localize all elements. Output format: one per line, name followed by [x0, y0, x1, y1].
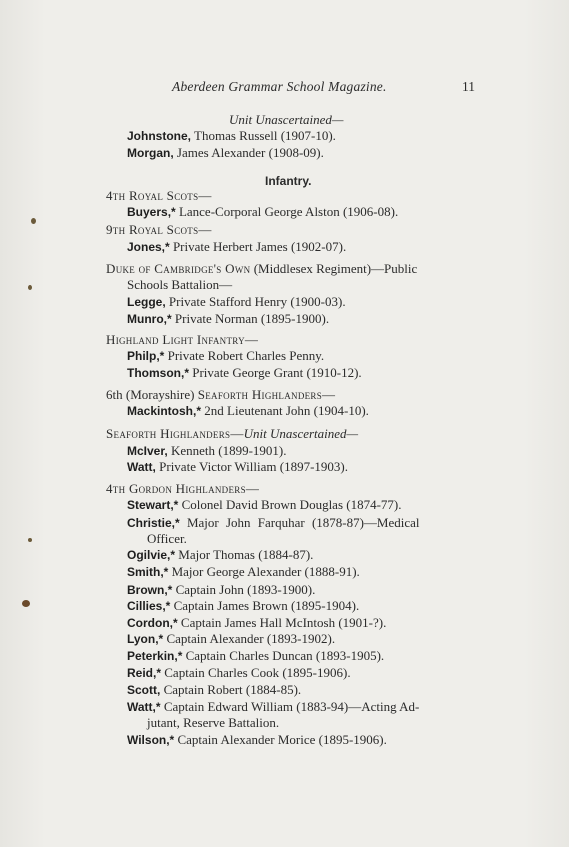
entry-name: Philp,* [127, 349, 165, 363]
entry-detail: Captain John (1893-1900). [172, 582, 316, 597]
regiment-heading: 6th (Morayshire) Seaforth Highlanders— [106, 387, 336, 402]
regiment-heading: Seaforth Highlanders—Unit Unascertained— [106, 426, 359, 441]
list-item [127, 402, 369, 419]
margin-speck [28, 285, 32, 290]
entry-detail: Major Thomas (1884-87). [175, 547, 314, 562]
entry-name: Munro,* [127, 312, 172, 326]
entry-name: Brown,* [127, 583, 173, 597]
entry-detail: Major George Alexander (1888-91). [168, 564, 360, 579]
entry-detail: Captain Charles Duncan (1893-1905). [182, 648, 385, 663]
entry-name: Johnstone, [127, 129, 192, 143]
entry-detail: Captain James Hall McIntosh (1901-?). [177, 615, 387, 630]
regiment-heading: Highland Light Infantry— [106, 332, 259, 347]
entry-name: Watt, [127, 460, 156, 474]
entry-name: Buyers,* [127, 205, 176, 219]
list-item [127, 310, 329, 327]
entry-name: Reid,* [127, 666, 162, 680]
entry-detail: Private Herbert James (1902-07). [169, 239, 347, 254]
entry-name: Cillies,* [127, 599, 171, 613]
entry-detail: Private George Grant (1910-12). [189, 365, 362, 380]
entry-name: Watt,* [127, 700, 161, 714]
entry-detail: 2nd Lieutenant John (1904-10). [201, 403, 369, 418]
regiment-heading: Duke of Cambridge's Own (Middlesex Regiment)—Public [106, 261, 418, 276]
entry-name: Lyon,* [127, 632, 164, 646]
entry-name: Smith,* [127, 565, 169, 579]
list-item [127, 630, 335, 647]
list-item [127, 563, 360, 580]
entry-name: Mackintosh,* [127, 404, 202, 418]
entry-name: Stewart,* [127, 498, 179, 512]
regiment-heading: 4th Gordon Highlanders— [106, 481, 260, 496]
page-number: 11 [462, 79, 475, 94]
entry-name: Jones,* [127, 240, 170, 254]
entry-name: Wilson,* [127, 733, 175, 747]
list-item [127, 514, 420, 531]
list-item [127, 347, 324, 364]
list-item [127, 731, 387, 748]
entry-detail: Captain James Brown (1895-1904). [170, 598, 360, 613]
list-item [127, 681, 301, 698]
entry-detail: James Alexander (1908-09). [173, 145, 324, 160]
list-item [127, 597, 359, 614]
entry-detail: Captain Alexander (1893-1902). [163, 631, 336, 646]
list-item [127, 458, 348, 475]
entry-name: Scott, [127, 683, 161, 697]
list-item [127, 442, 286, 459]
entry-name: Christie,* [127, 516, 180, 530]
entry-detail: Thomas Russell (1907-10). [191, 128, 336, 143]
regiment-heading: 9th Royal Scots— [106, 222, 212, 237]
list-item [127, 581, 315, 598]
regiment-heading: 4th Royal Scots— [106, 188, 212, 203]
subheading-unit-unascertained: Unit Unascertained— [229, 112, 344, 127]
entry-detail: Private Norman (1895-1900). [171, 311, 330, 326]
list-item [127, 698, 419, 715]
entry-detail: Private Stafford Henry (1900-03). [165, 294, 346, 309]
entry-detail: Colonel David Brown Douglas (1874-77). [178, 497, 402, 512]
margin-speck [28, 538, 32, 542]
regiment-heading-continued: Schools Battalion— [127, 277, 233, 292]
list-item [127, 293, 346, 310]
list-item-continued: Officer. [147, 531, 187, 546]
entry-name: Morgan, [127, 146, 174, 160]
entry-detail: Private Robert Charles Penny. [164, 348, 325, 363]
entry-detail: Captain Robert (1884-85). [160, 682, 302, 697]
entry-detail: Kenneth (1899-1901). [167, 443, 287, 458]
entry-detail: Captain Charles Cook (1895-1906). [161, 665, 351, 680]
entry-detail: Captain Edward William (1883-94)—Acting Ad- [160, 699, 420, 714]
list-item [127, 614, 386, 631]
entry-name: Legge, [127, 295, 166, 309]
list-item [127, 127, 336, 144]
entry-detail: Captain Alexander Morice (1895-1906). [174, 732, 387, 747]
list-item-continued: jutant, Reserve Battalion. [147, 715, 280, 730]
margin-speck [22, 600, 30, 607]
entry-name: Thomson,* [127, 366, 189, 380]
entry-detail: Major John Farquhar (1878-87)—Medical [179, 515, 420, 530]
list-item [127, 496, 402, 513]
entry-detail: Private Victor William (1897-1903). [155, 459, 348, 474]
running-title: Aberdeen Grammar School Magazine. [172, 79, 387, 94]
entry-name: Ogilvie,* [127, 548, 176, 562]
list-item [127, 144, 324, 161]
list-item [127, 546, 313, 563]
entry-name: Cordon,* [127, 616, 178, 630]
list-item [127, 203, 398, 220]
entry-detail: Lance-Corporal George Alston (1906-08). [175, 204, 399, 219]
margin-speck [31, 218, 36, 224]
section-heading-infantry: Infantry. [265, 174, 312, 188]
list-item [127, 364, 362, 381]
list-item [127, 238, 346, 255]
entry-name: McIver, [127, 444, 168, 458]
list-item [127, 664, 351, 681]
entry-name: Peterkin,* [127, 649, 183, 663]
list-item [127, 647, 384, 664]
page-header [0, 79, 569, 99]
